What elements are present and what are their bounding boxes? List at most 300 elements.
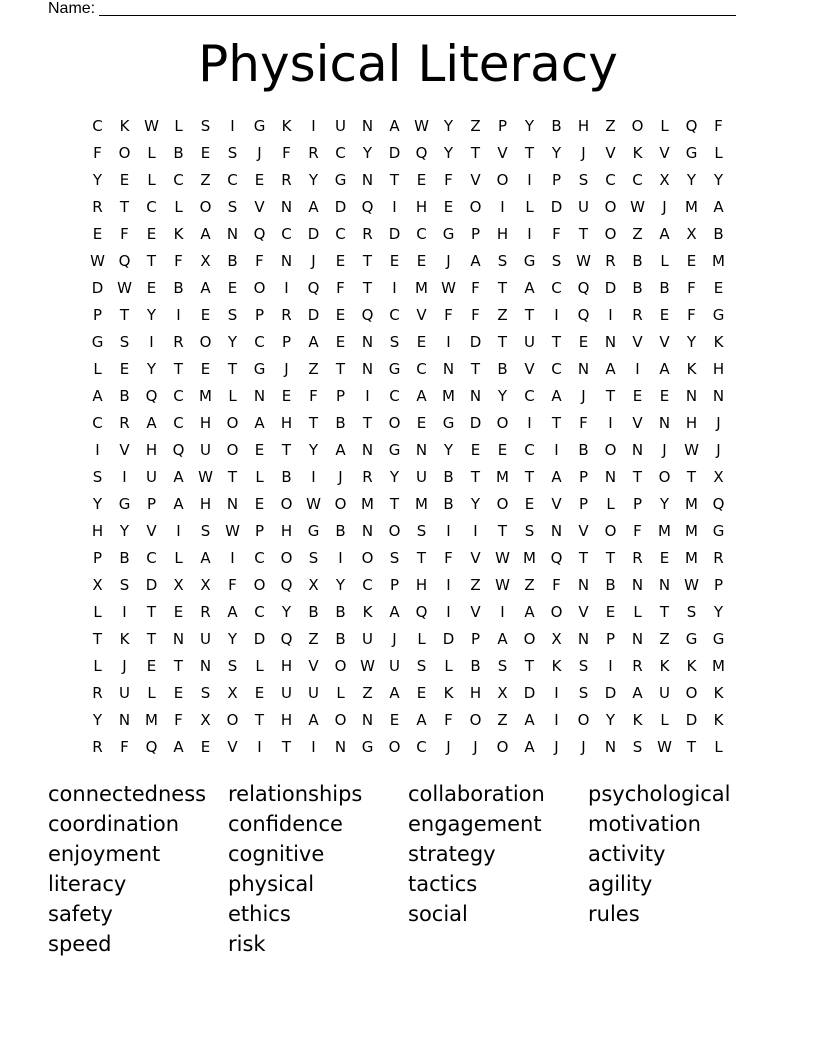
grid-letter: Q — [550, 548, 563, 567]
grid-letter: F — [228, 575, 237, 594]
grid-letter: J — [311, 251, 316, 270]
grid-letter: X — [551, 629, 562, 648]
grid-letter: I — [311, 737, 316, 756]
grid-letter: L — [660, 251, 669, 270]
grid-letter: D — [469, 332, 482, 351]
grid-letter: O — [658, 467, 671, 486]
grid-letter: X — [200, 575, 211, 594]
grid-letter: L — [633, 602, 642, 621]
grid-letter: A — [389, 683, 400, 702]
grid-letter: A — [713, 197, 724, 216]
grid-letter: N — [361, 116, 374, 135]
grid-letter: H — [685, 413, 698, 432]
grid-letter: O — [388, 737, 401, 756]
grid-letter: T — [362, 413, 373, 432]
grid-letter: S — [92, 467, 103, 486]
grid-letter: J — [338, 467, 343, 486]
grid-letter: O — [469, 710, 482, 729]
grid-letter: T — [524, 467, 535, 486]
grid-letter: E — [173, 602, 184, 621]
word-list-item: cognitive — [228, 842, 325, 866]
grid-letter: T — [173, 656, 184, 675]
grid-letter: E — [200, 305, 211, 324]
grid-letter: V — [497, 143, 508, 162]
grid-letter: I — [176, 521, 181, 540]
grid-letter: O — [496, 737, 509, 756]
grid-letter: S — [632, 737, 643, 756]
grid-letter: M — [712, 251, 725, 270]
grid-letter: N — [577, 359, 590, 378]
grid-letter: I — [311, 467, 316, 486]
grid-letter: K — [686, 656, 697, 675]
grid-letter: M — [523, 548, 536, 567]
grid-letter: I — [122, 467, 127, 486]
grid-letter: P — [578, 494, 589, 513]
grid-letter: O — [280, 548, 293, 567]
grid-letter: C — [281, 224, 292, 243]
word-list-item: strategy — [408, 842, 496, 866]
grid-letter: O — [523, 629, 536, 648]
grid-letter: S — [686, 602, 697, 621]
grid-letter: I — [338, 548, 343, 567]
grid-letter: R — [173, 332, 184, 351]
grid-letter: Y — [146, 305, 157, 324]
grid-letter: V — [605, 143, 616, 162]
grid-letter: T — [416, 548, 427, 567]
grid-letter: I — [527, 413, 532, 432]
grid-letter: Z — [497, 305, 508, 324]
grid-letter: H — [280, 521, 293, 540]
grid-letter: E — [146, 224, 157, 243]
grid-letter: Y — [713, 602, 724, 621]
word-list-item: tactics — [408, 872, 478, 896]
grid-letter: O — [280, 494, 293, 513]
grid-letter: E — [416, 251, 427, 270]
word-list-item: confidence — [228, 812, 343, 836]
grid-letter: Y — [308, 170, 319, 189]
word-list-item: social — [408, 902, 468, 926]
grid-letter: U — [200, 629, 211, 648]
grid-letter: O — [685, 683, 698, 702]
grid-letter: T — [362, 251, 373, 270]
grid-letter: I — [149, 332, 154, 351]
grid-letter: Y — [443, 116, 454, 135]
grid-letter: I — [392, 197, 397, 216]
grid-letter: Y — [92, 710, 103, 729]
grid-letter: C — [416, 359, 427, 378]
grid-letter: E — [335, 332, 346, 351]
grid-letter: B — [173, 278, 184, 297]
grid-letter: V — [416, 305, 427, 324]
grid-letter: M — [442, 386, 455, 405]
grid-letter: M — [496, 467, 509, 486]
grid-letter: U — [281, 683, 292, 702]
grid-letter: Q — [253, 224, 266, 243]
grid-letter: T — [227, 467, 238, 486]
grid-letter: J — [581, 143, 586, 162]
word-list-item: psychological — [588, 782, 731, 806]
grid-letter: S — [119, 575, 130, 594]
grid-letter: E — [416, 332, 427, 351]
grid-letter: Z — [659, 629, 670, 648]
grid-letter: T — [146, 251, 157, 270]
grid-letter: O — [334, 656, 347, 675]
grid-letter: R — [281, 305, 292, 324]
grid-letter: H — [415, 197, 428, 216]
grid-letter: E — [524, 494, 535, 513]
grid-letter: I — [635, 359, 640, 378]
grid-letter: E — [227, 278, 238, 297]
grid-letter: T — [308, 413, 319, 432]
grid-letter: N — [226, 224, 239, 243]
grid-letter: I — [284, 278, 289, 297]
grid-letter: B — [281, 467, 292, 486]
grid-letter: X — [200, 710, 211, 729]
grid-letter: B — [632, 251, 643, 270]
grid-letter: H — [91, 521, 104, 540]
grid-letter: U — [416, 467, 427, 486]
grid-letter: M — [685, 548, 698, 567]
grid-letter: O — [334, 710, 347, 729]
grid-letter: S — [578, 683, 589, 702]
word-list-item: engagement — [408, 812, 542, 836]
grid-letter: S — [497, 656, 508, 675]
grid-letter: Z — [308, 359, 319, 378]
grid-letter: A — [173, 467, 184, 486]
grid-letter: Q — [280, 629, 293, 648]
grid-letter: U — [659, 683, 670, 702]
grid-letter: T — [686, 467, 697, 486]
grid-letter: Y — [227, 332, 238, 351]
grid-letter: E — [686, 251, 697, 270]
grid-letter: G — [91, 332, 104, 351]
word-list-item: physical — [228, 872, 315, 896]
grid-letter: Q — [145, 737, 158, 756]
grid-letter: F — [633, 521, 642, 540]
grid-letter: F — [336, 278, 345, 297]
grid-letter: N — [604, 467, 617, 486]
grid-letter: I — [365, 386, 370, 405]
grid-letter: T — [578, 224, 589, 243]
grid-letter: R — [632, 548, 643, 567]
grid-letter: F — [444, 548, 453, 567]
grid-letter: E — [389, 710, 400, 729]
grid-letter: S — [524, 521, 535, 540]
grid-letter: M — [658, 521, 671, 540]
grid-letter: C — [551, 359, 562, 378]
grid-letter: F — [552, 224, 561, 243]
grid-letter: Y — [686, 332, 697, 351]
grid-letter: I — [608, 413, 613, 432]
grid-letter: E — [119, 359, 130, 378]
grid-letter: A — [200, 224, 211, 243]
grid-letter: S — [227, 197, 238, 216]
grid-letter: K — [362, 602, 373, 621]
grid-letter: Q — [172, 440, 185, 459]
grid-letter: V — [470, 602, 481, 621]
grid-letter: W — [414, 116, 429, 135]
grid-letter: T — [605, 548, 616, 567]
grid-letter: L — [93, 602, 102, 621]
grid-letter: A — [200, 548, 211, 567]
grid-letter: E — [200, 737, 211, 756]
grid-letter: C — [173, 413, 184, 432]
grid-letter: O — [604, 224, 617, 243]
grid-letter: C — [524, 386, 535, 405]
grid-letter: T — [470, 143, 481, 162]
grid-letter: M — [685, 197, 698, 216]
grid-letter: G — [685, 143, 698, 162]
grid-letter: F — [687, 278, 696, 297]
grid-letter: C — [173, 386, 184, 405]
grid-letter: M — [685, 494, 698, 513]
grid-letter: Y — [524, 116, 535, 135]
grid-letter: T — [92, 629, 103, 648]
word-list-item: literacy — [48, 872, 127, 896]
grid-letter: S — [227, 305, 238, 324]
grid-letter: O — [361, 548, 374, 567]
grid-letter: E — [200, 359, 211, 378]
grid-letter: T — [524, 656, 535, 675]
grid-letter: I — [392, 278, 397, 297]
grid-letter: T — [389, 170, 400, 189]
grid-letter: I — [608, 305, 613, 324]
grid-letter: I — [554, 305, 559, 324]
grid-letter: A — [470, 251, 481, 270]
grid-letter: Y — [443, 143, 454, 162]
grid-letter: N — [280, 197, 293, 216]
grid-letter: N — [415, 440, 428, 459]
grid-letter: J — [473, 737, 478, 756]
grid-letter: K — [119, 629, 130, 648]
grid-letter: S — [416, 656, 427, 675]
grid-letter: A — [551, 386, 562, 405]
grid-letter: I — [527, 170, 532, 189]
grid-letter: J — [446, 737, 451, 756]
grid-letter: E — [254, 440, 265, 459]
grid-letter: B — [443, 494, 454, 513]
grid-letter: I — [554, 440, 559, 459]
grid-letter: F — [120, 224, 129, 243]
name-field[interactable] — [48, 0, 736, 18]
grid-letter: N — [226, 494, 239, 513]
grid-letter: P — [389, 575, 400, 594]
grid-letter: U — [389, 656, 400, 675]
grid-letter: T — [281, 737, 292, 756]
grid-letter: D — [388, 224, 401, 243]
grid-letter: T — [119, 197, 130, 216]
grid-letter: X — [308, 575, 319, 594]
grid-letter: F — [282, 143, 291, 162]
grid-letter: P — [578, 467, 589, 486]
grid-letter: T — [254, 710, 265, 729]
grid-letter: A — [92, 386, 103, 405]
grid-letter: K — [173, 224, 184, 243]
grid-letter: U — [200, 440, 211, 459]
grid-letter: T — [524, 305, 535, 324]
word-list-item: ethics — [228, 902, 291, 926]
grid-letter: F — [687, 305, 696, 324]
grid-letter: C — [173, 170, 184, 189]
grid-letter: S — [578, 656, 589, 675]
grid-letter: Y — [281, 602, 292, 621]
grid-letter: P — [254, 521, 265, 540]
grid-letter: X — [92, 575, 103, 594]
grid-letter: D — [550, 197, 563, 216]
grid-letter: S — [119, 332, 130, 351]
grid-letter: O — [253, 575, 266, 594]
grid-letter: P — [281, 332, 292, 351]
grid-letter: D — [91, 278, 104, 297]
grid-letter: M — [145, 710, 158, 729]
grid-letter: I — [527, 224, 532, 243]
grid-letter: S — [389, 548, 400, 567]
grid-letter: E — [146, 656, 157, 675]
grid-letter: V — [578, 602, 589, 621]
grid-letter: E — [659, 548, 670, 567]
grid-letter: N — [658, 575, 671, 594]
grid-letter: Q — [118, 251, 131, 270]
grid-letter: E — [605, 602, 616, 621]
grid-letter: J — [554, 737, 559, 756]
grid-letter: I — [230, 116, 235, 135]
name-underline[interactable] — [99, 0, 736, 16]
grid-letter: K — [632, 710, 643, 729]
grid-letter: Y — [119, 521, 130, 540]
grid-letter: L — [174, 548, 183, 567]
grid-letter: I — [311, 116, 316, 135]
grid-letter: S — [227, 143, 238, 162]
grid-letter: G — [253, 116, 266, 135]
grid-letter: P — [92, 548, 103, 567]
grid-letter: W — [495, 575, 510, 594]
grid-letter: U — [362, 629, 373, 648]
grid-letter: I — [446, 602, 451, 621]
grid-letter: L — [606, 494, 615, 513]
grid-letter: H — [199, 494, 212, 513]
grid-letter: Y — [659, 494, 670, 513]
grid-letter: J — [581, 386, 586, 405]
grid-letter: B — [227, 251, 238, 270]
grid-letter: X — [659, 170, 670, 189]
grid-letter: Y — [443, 440, 454, 459]
grid-letter: N — [253, 386, 266, 405]
grid-letter: C — [254, 332, 265, 351]
grid-letter: F — [255, 251, 264, 270]
grid-letter: D — [523, 683, 536, 702]
grid-letter: A — [173, 494, 184, 513]
grid-letter: B — [335, 521, 346, 540]
grid-letter: N — [685, 386, 698, 405]
grid-letter: G — [388, 440, 401, 459]
grid-letter: B — [578, 440, 589, 459]
grid-letter: M — [361, 494, 374, 513]
grid-letter: R — [308, 143, 319, 162]
grid-letter: L — [525, 197, 534, 216]
grid-letter: V — [470, 548, 481, 567]
grid-letter: M — [712, 656, 725, 675]
grid-letter: U — [146, 467, 157, 486]
grid-letter: T — [551, 413, 562, 432]
grid-letter: W — [90, 251, 105, 270]
grid-letter: O — [334, 494, 347, 513]
grid-letter: F — [471, 278, 480, 297]
grid-letter: E — [578, 332, 589, 351]
grid-letter: N — [361, 332, 374, 351]
grid-letter: A — [524, 737, 535, 756]
grid-letter: C — [227, 170, 238, 189]
grid-letter: X — [227, 683, 238, 702]
grid-letter: V — [632, 413, 643, 432]
grid-letter: O — [388, 521, 401, 540]
grid-letter: A — [659, 224, 670, 243]
grid-letter: P — [254, 305, 265, 324]
grid-letter: L — [228, 386, 237, 405]
grid-letter: I — [446, 521, 451, 540]
grid-letter: C — [632, 170, 643, 189]
grid-letter: U — [578, 197, 589, 216]
grid-letter: A — [308, 710, 319, 729]
grid-letter: R — [119, 413, 130, 432]
grid-letter: N — [361, 170, 374, 189]
grid-letter: M — [415, 278, 428, 297]
grid-letter: O — [631, 116, 644, 135]
grid-letter: W — [198, 467, 213, 486]
grid-letter: F — [444, 710, 453, 729]
grid-letter: S — [227, 656, 238, 675]
grid-letter: A — [308, 197, 319, 216]
grid-letter: X — [686, 224, 697, 243]
grid-letter: E — [416, 683, 427, 702]
grid-letter: C — [551, 278, 562, 297]
grid-letter: F — [174, 710, 183, 729]
grid-letter: F — [93, 143, 102, 162]
grid-letter: F — [444, 305, 453, 324]
grid-letter: L — [255, 656, 264, 675]
grid-letter: A — [497, 629, 508, 648]
grid-letter: N — [658, 413, 671, 432]
grid-letter: C — [605, 170, 616, 189]
grid-letter: J — [392, 629, 397, 648]
grid-letter: S — [200, 521, 211, 540]
grid-letter: E — [335, 251, 346, 270]
grid-letter: X — [497, 683, 508, 702]
grid-letter: D — [307, 305, 320, 324]
grid-letter: O — [469, 197, 482, 216]
grid-letter: G — [712, 521, 725, 540]
grid-letter: S — [389, 332, 400, 351]
grid-letter: A — [632, 683, 643, 702]
grid-letter: V — [659, 332, 670, 351]
grid-letter: G — [361, 737, 374, 756]
grid-letter: F — [714, 116, 723, 135]
grid-letter: X — [200, 251, 211, 270]
grid-letter: T — [146, 629, 157, 648]
grid-letter: W — [441, 278, 456, 297]
grid-letter: A — [308, 332, 319, 351]
grid-letter: O — [199, 197, 212, 216]
grid-letter: N — [361, 440, 374, 459]
grid-letter: E — [632, 386, 643, 405]
grid-letter: T — [551, 332, 562, 351]
grid-letter: C — [254, 602, 265, 621]
word-list-item: collaboration — [408, 782, 545, 806]
grid-letter: E — [200, 143, 211, 162]
word-list-item: motivation — [588, 812, 701, 836]
grid-letter: Y — [335, 575, 346, 594]
grid-letter: B — [551, 116, 562, 135]
grid-letter: T — [227, 359, 238, 378]
